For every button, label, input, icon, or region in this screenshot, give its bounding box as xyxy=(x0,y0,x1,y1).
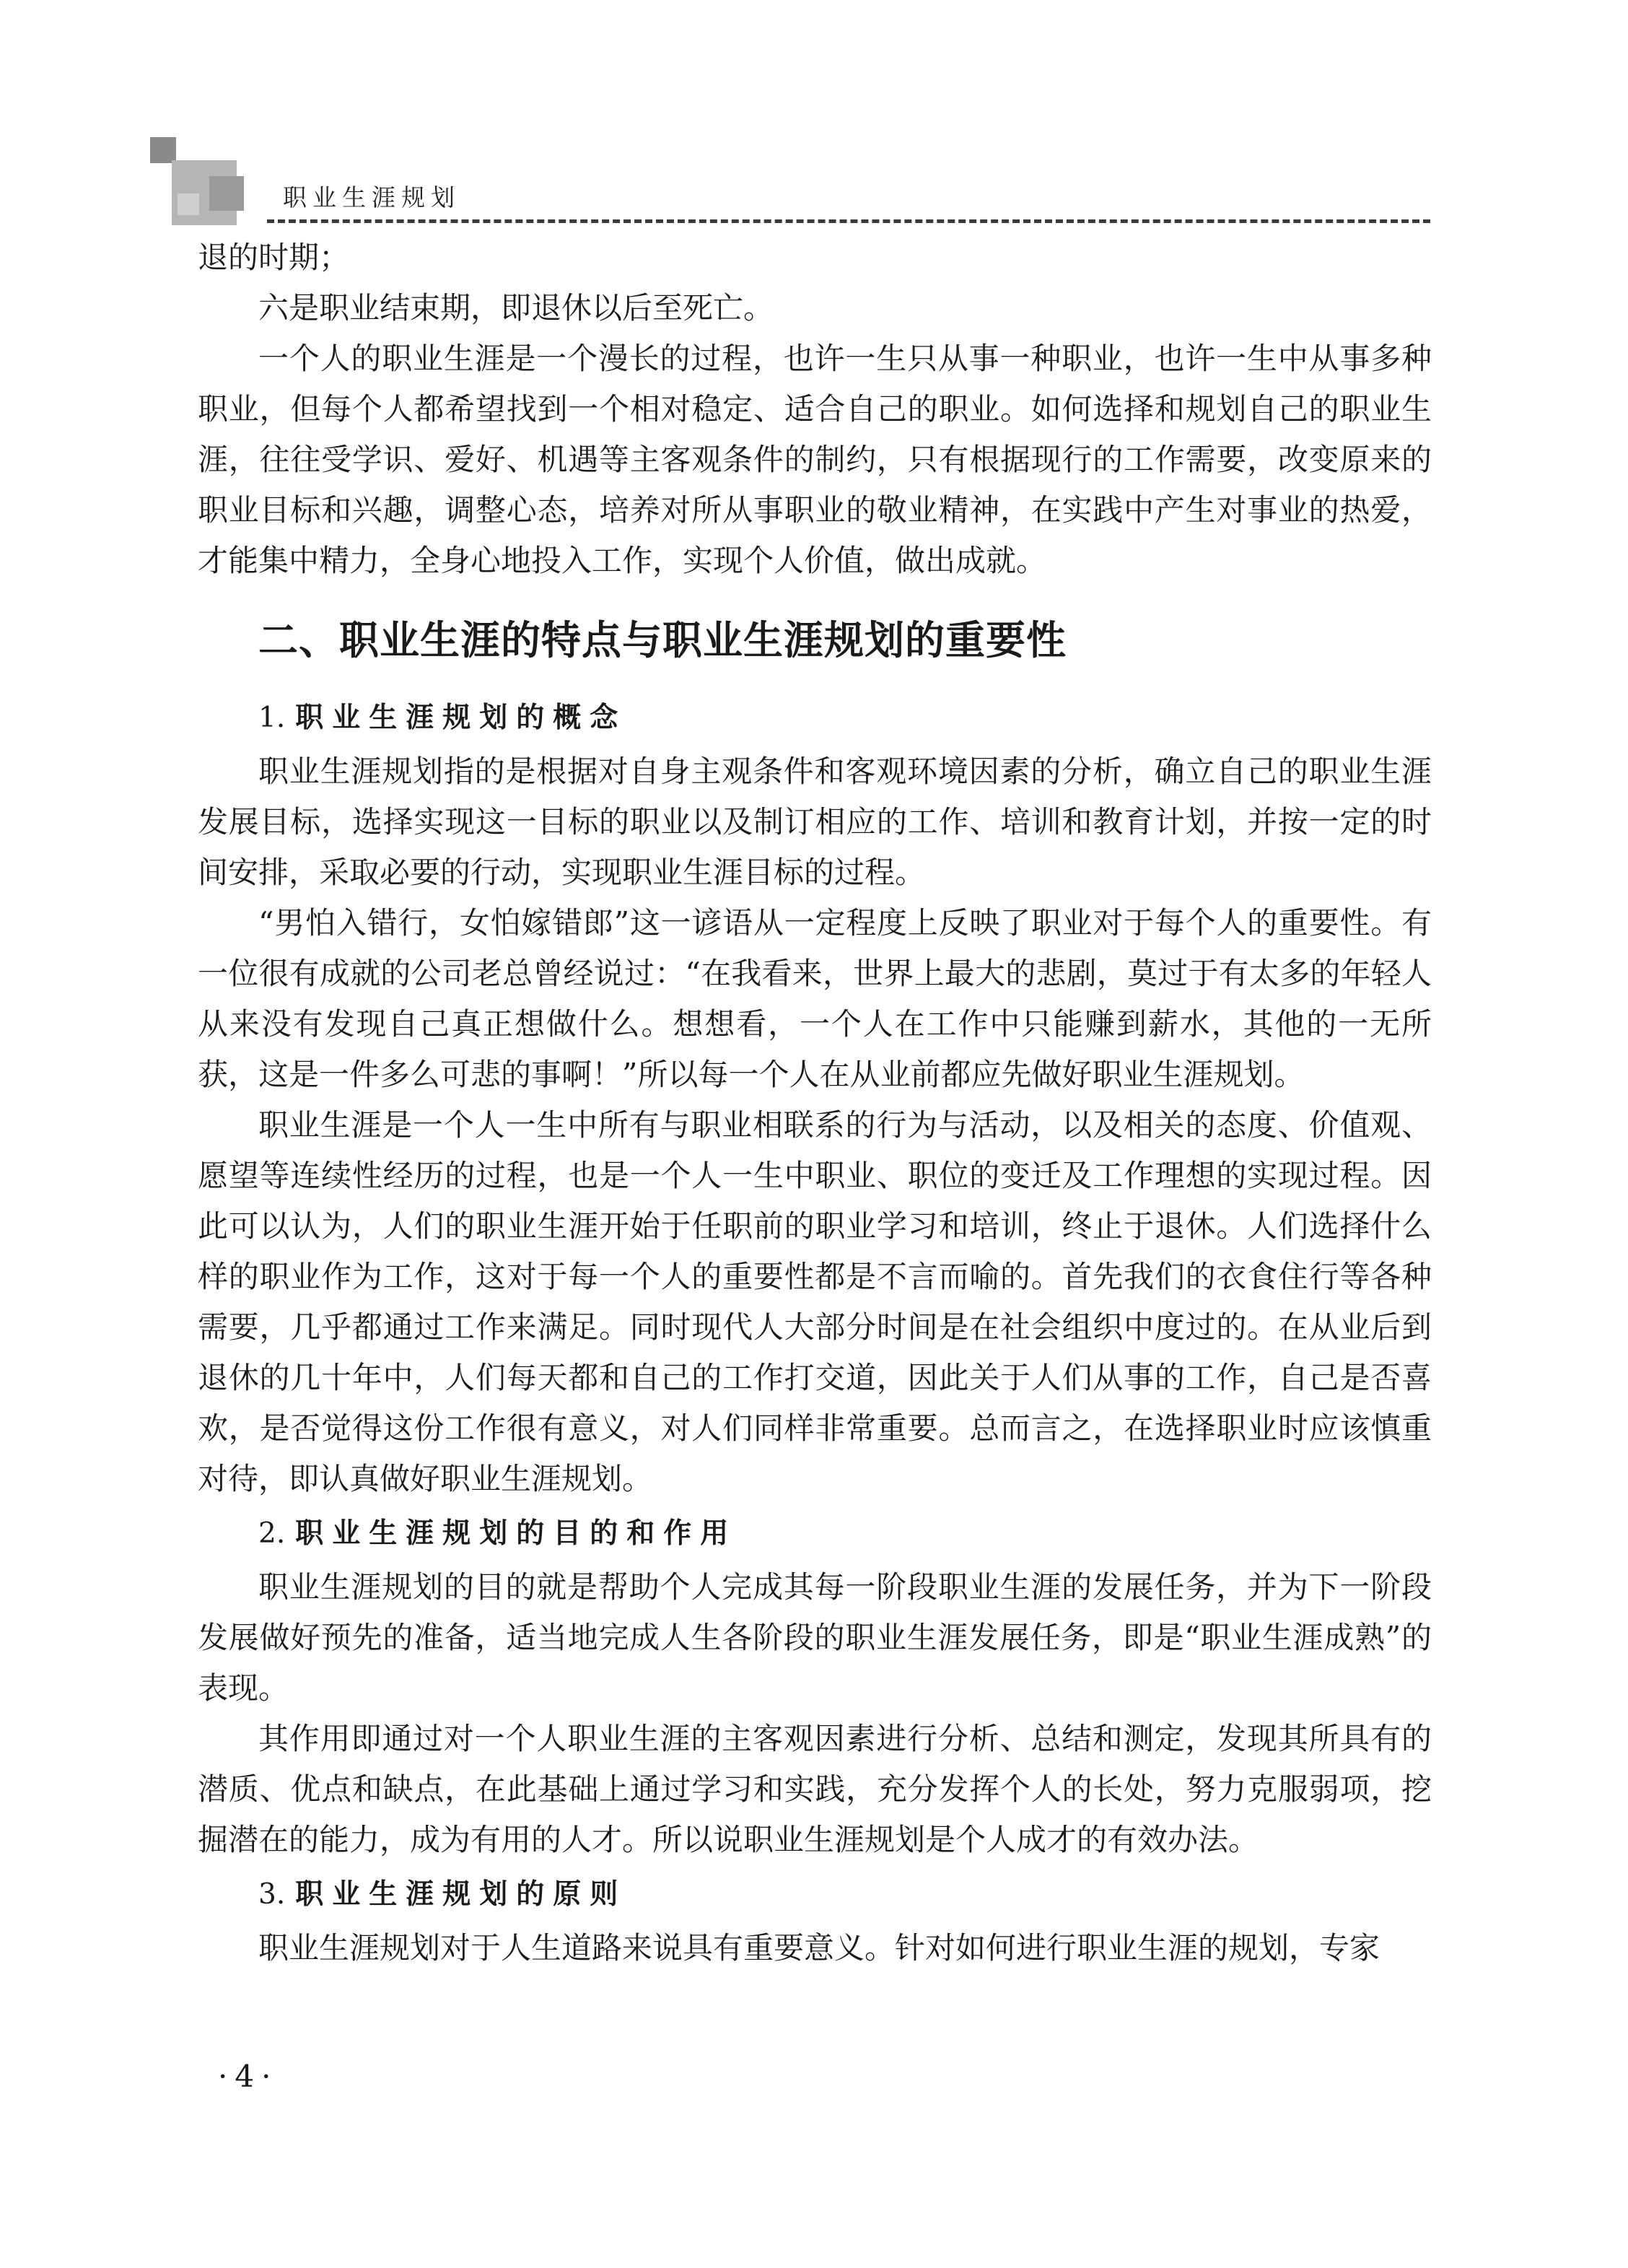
subsection-heading-3 xyxy=(258,1870,1432,1920)
header-decoration-square xyxy=(150,137,176,163)
paragraph: 六是职业结束期，即退休以后至死亡。 xyxy=(258,290,774,326)
running-header xyxy=(0,0,1628,238)
subsection-title: 职业生涯规划的原则 xyxy=(295,1878,627,1911)
paragraph: 其作用即通过对一个人职业生涯的主客观因素进行分析、总结和测定，发现其所具有的潜质、优点和缺点，在此基础上通过学习和实践，充分发挥个人的长处，努力克服弱项，挖掘潜在的能力，成为有用的人才。所以说职业生涯规划是个人成才的有效办法。 xyxy=(198,1721,1432,1857)
subsection-number: 1. xyxy=(258,702,286,734)
page-body xyxy=(198,232,1432,1973)
paragraph: 一个人的职业生涯是一个漫长的过程，也许一生只从事一种职业，也许一生中从事多种职业，但每个人都希望找到一个相对稳定、适合自己的职业。如何选择和规划自己的职业生涯，往往受学识、爱好、机遇等主客观条件的制约，只有根据现行的工作需要，改变原来的职业目标和兴趣，调整心态，培养对所从事职业的敬业精神，在实践中产生对事业的热爱，才能集中精力，全身心地投入工作，实现个人价值，做出成就。 xyxy=(198,341,1432,578)
running-header-title: 职业生涯规划 xyxy=(283,183,460,211)
paragraph: 职业生涯规划的目的就是帮助个人完成其每一阶段职业生涯的发展任务，并为下一阶段发展做好预先的准备，适当地完成人生各阶段的职业生涯发展任务，即是“职业生涯成熟”的表现。 xyxy=(198,1569,1432,1706)
subsection-title: 职业生涯规划的概念 xyxy=(295,702,627,734)
subsection-title: 职业生涯规划的目的和作用 xyxy=(295,1517,738,1550)
subsection-heading-1 xyxy=(258,693,1432,743)
paragraph: 职业生涯是一个人一生中所有与职业相联系的行为与活动，以及相关的态度、价值观、愿望等连续性经历的过程，也是一个人一生中职业、职位的变迁及工作理想的实现过程。因此可以认为，人们的职业生涯开始于任职前的职业学习和培训，终止于退休。人们选择什么样的职业作为工作，这对于每一个人的重要性都是不言而喻的。首先我们的衣食住行等各种需要，几乎都通过工作来满足。同时现代人大部分时间是在社会组织中度过的。在从业后到退休的几十年中，人们每天都和自己的工作打交道，因此关于人们从事的工作，自己是否喜欢，是否觉得这份工作很有意义，对人们同样非常重要。总而言之，在选择职业时应该慎重对待，即认真做好职业生涯规划。 xyxy=(198,1107,1432,1496)
paragraph: 退的时期； xyxy=(198,240,350,275)
section-heading: 二、职业生涯的特点与职业生涯规划的重要性 xyxy=(258,617,1067,663)
header-decoration-square xyxy=(209,176,244,211)
paragraph: “男怕入错行，女怕嫁错郎”这一谚语从一定程度上反映了职业对于每个人的重要性。有一位很有成就的公司老总曾经说过：“在我看来，世界上最大的悲剧，莫过于有太多的年轻人从来没有发现自己真正想做什么。想想看，一个人在工作中只能赚到薪水，其他的一无所获，这是一件多么可悲的事啊！”所以每一个人在从业前都应先做好职业生涯规划。 xyxy=(198,905,1432,1092)
header-decoration-square xyxy=(178,193,199,215)
subsection-number: 3. xyxy=(258,1878,286,1911)
page-number: ·4· xyxy=(218,2059,279,2094)
paragraph: 职业生涯规划指的是根据对自身主观条件和客观环境因素的分析，确立自己的职业生涯发展目标，选择实现这一目标的职业以及制订相应的工作、培训和教育计划，并按一定的时间安排，采取必要的行动，实现职业生涯目标的过程。 xyxy=(198,754,1432,890)
subsection-number: 2. xyxy=(258,1517,286,1550)
header-dashed-rule xyxy=(267,219,1430,223)
paragraph: 职业生涯规划对于人生道路来说具有重要意义。针对如何进行职业生涯的规划，专家 xyxy=(258,1930,1380,1966)
subsection-heading-2 xyxy=(258,1509,1432,1559)
